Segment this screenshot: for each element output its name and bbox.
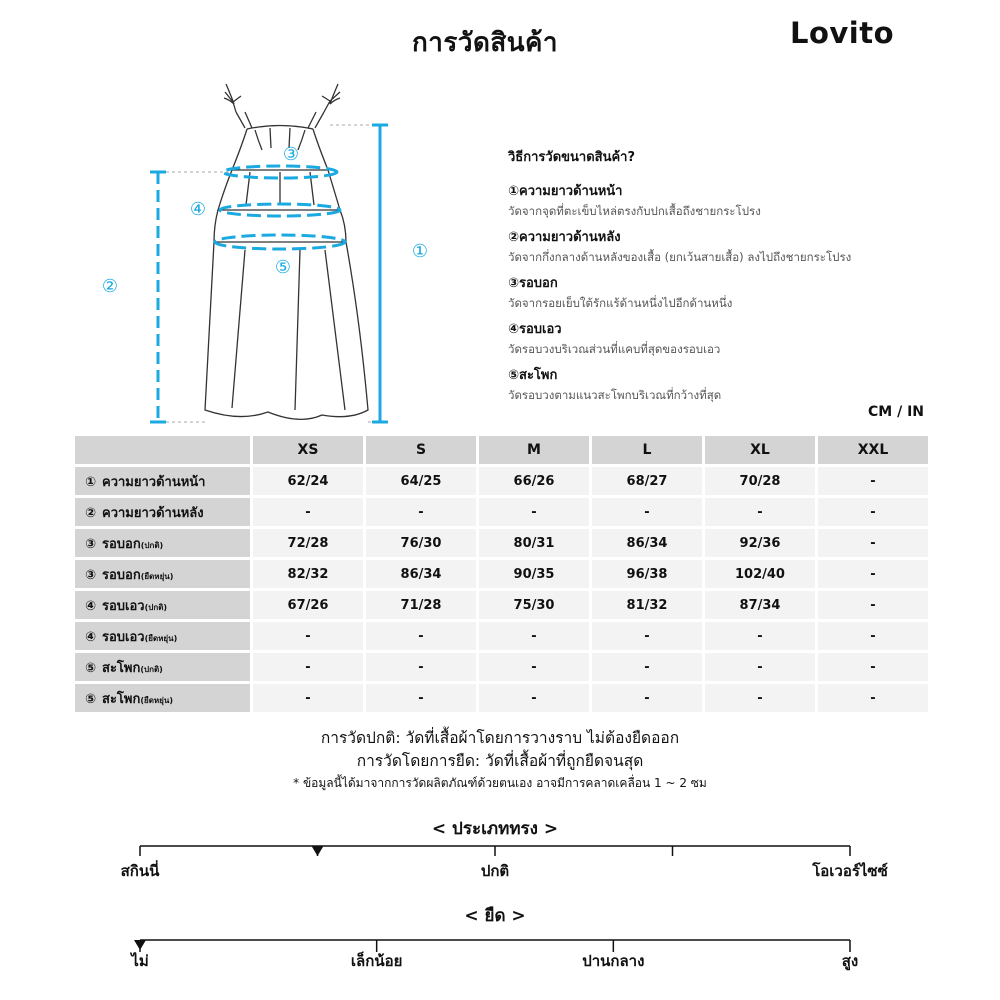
table-cell: 80/31 bbox=[479, 529, 589, 557]
table-cell: - bbox=[818, 467, 928, 495]
guide-item: ⑤สะโพก วัดรอบวงตามแนวสะโพกบริเวณที่กว้างที่สุด bbox=[508, 368, 722, 402]
size-header-row bbox=[75, 436, 928, 464]
table-cell: - bbox=[818, 560, 928, 588]
table-cell: - bbox=[592, 622, 702, 650]
marker-4: ④ bbox=[189, 199, 207, 220]
table-row bbox=[75, 498, 928, 526]
scale-label: ไม่ bbox=[131, 952, 149, 970]
brand-logo: Lovito bbox=[790, 16, 895, 50]
table-cell: 90/35 bbox=[479, 560, 589, 588]
table-cell: - bbox=[818, 653, 928, 681]
page-title: การวัดสินค้า bbox=[412, 28, 558, 58]
fit-scale-line bbox=[140, 846, 850, 856]
table-cell: 102/40 bbox=[705, 560, 815, 588]
marker-2: ② bbox=[101, 276, 119, 297]
size-header: L bbox=[592, 436, 702, 464]
units-label: CM / IN bbox=[868, 404, 924, 420]
marker-5: ⑤ bbox=[274, 257, 292, 278]
stretch-scale bbox=[130, 928, 860, 952]
scale-label: ปกติ bbox=[480, 862, 510, 880]
table-cell: - bbox=[592, 498, 702, 526]
row-label: ④ รอบเอว(ยืดหยุ่น) bbox=[75, 622, 250, 650]
row-label: ③ รอบอก(ยืดหยุ่น) bbox=[75, 560, 250, 588]
table-cell: - bbox=[818, 591, 928, 619]
table-cell: - bbox=[705, 653, 815, 681]
note-stretch-measure: การวัดโดยการยืด: วัดที่เสื้อผ้าที่ถูกยืดจนสุด bbox=[356, 752, 644, 770]
scale-label: สูง bbox=[841, 952, 859, 970]
table-cell: 72/28 bbox=[253, 529, 363, 557]
table-cell: 76/30 bbox=[366, 529, 476, 557]
row-label: ④ รอบเอว(ปกติ) bbox=[75, 591, 250, 619]
table-cell: - bbox=[818, 684, 928, 712]
table-cell: - bbox=[366, 622, 476, 650]
row-label: ② ความยาวด้านหลัง bbox=[75, 498, 250, 526]
table-cell: - bbox=[366, 498, 476, 526]
row-label: ① ความยาวด้านหน้า bbox=[75, 467, 250, 495]
dress-outline bbox=[205, 84, 368, 419]
table-cell: 67/26 bbox=[253, 591, 363, 619]
size-header: XL bbox=[705, 436, 815, 464]
table-cell: - bbox=[705, 684, 815, 712]
table-cell: - bbox=[253, 498, 363, 526]
size-header: XS bbox=[253, 436, 363, 464]
table-cell: - bbox=[705, 622, 815, 650]
stretch-scale-title: < ยืด > bbox=[464, 906, 526, 926]
scale-label: เล็กน้อย bbox=[350, 952, 403, 970]
table-cell: 86/34 bbox=[366, 560, 476, 588]
guide-item: ②ความยาวด้านหลัง วัดจากกึ่งกลางด้านหลังของเสื้อ (ยกเว้นสายเสื้อ) ลงไปถึงชายกระโปรง bbox=[508, 230, 852, 264]
table-row bbox=[75, 591, 928, 619]
table-cell: 92/36 bbox=[705, 529, 815, 557]
guide-heading: วิธีการวัดขนาดสินค้า? bbox=[508, 150, 636, 165]
table-row bbox=[75, 560, 928, 588]
row-label: ③ รอบอก(ปกติ) bbox=[75, 529, 250, 557]
table-cell: - bbox=[479, 498, 589, 526]
table-cell: 87/34 bbox=[705, 591, 815, 619]
fit-indicator bbox=[312, 846, 324, 856]
table-cell: - bbox=[705, 498, 815, 526]
scale-label: ปานกลาง bbox=[582, 952, 645, 970]
table-row bbox=[75, 467, 928, 495]
table-cell: - bbox=[818, 498, 928, 526]
table-cell: - bbox=[818, 529, 928, 557]
size-table bbox=[72, 433, 931, 715]
table-row bbox=[75, 622, 928, 650]
table-cell: - bbox=[253, 653, 363, 681]
marker-3: ③ bbox=[282, 144, 300, 165]
table-cell: - bbox=[479, 622, 589, 650]
table-cell: 68/27 bbox=[592, 467, 702, 495]
table-cell: - bbox=[592, 653, 702, 681]
table-cell: 96/38 bbox=[592, 560, 702, 588]
table-row bbox=[75, 529, 928, 557]
table-cell: 86/34 bbox=[592, 529, 702, 557]
table-cell: - bbox=[479, 684, 589, 712]
table-cell: - bbox=[818, 622, 928, 650]
size-header: M bbox=[479, 436, 589, 464]
stretch-scale-line bbox=[140, 940, 850, 952]
table-cell: 70/28 bbox=[705, 467, 815, 495]
row-label: ⑤ สะโพก(ปกติ) bbox=[75, 653, 250, 681]
table-cell: 62/24 bbox=[253, 467, 363, 495]
row-label: ⑤ สะโพก(ยืดหยุ่น) bbox=[75, 684, 250, 712]
table-row bbox=[75, 653, 928, 681]
table-cell: - bbox=[479, 653, 589, 681]
table-cell: - bbox=[366, 684, 476, 712]
fit-scale-title: < ประเภททรง > bbox=[431, 819, 559, 839]
table-cell: 75/30 bbox=[479, 591, 589, 619]
size-header: S bbox=[366, 436, 476, 464]
table-cell: 66/26 bbox=[479, 467, 589, 495]
table-cell: 64/25 bbox=[366, 467, 476, 495]
dress-measurement-diagram bbox=[90, 75, 450, 430]
scale-label: โอเวอร์ไซซ์ bbox=[812, 862, 888, 880]
guide-item: ④รอบเอว วัดรอบวงบริเวณส่วนที่แคบที่สุดของรอบเอว bbox=[508, 322, 721, 356]
table-cell: - bbox=[366, 653, 476, 681]
table-cell: - bbox=[253, 622, 363, 650]
guide-item: ①ความยาวด้านหน้า วัดจากจุดที่ตะเข็บไหล่ตรงกับปกเสื้อถึงชายกระโปรง bbox=[508, 184, 761, 218]
table-corner bbox=[75, 436, 250, 464]
scale-label: สกินนี่ bbox=[120, 862, 160, 880]
note-disclaimer: * ข้อมูลนี้ได้มาจากการวัดผลิตภัณฑ์ด้วยตนเอง อาจมีการคลาดเคลื่อน 1 ~ 2 ซม bbox=[293, 776, 707, 790]
table-row bbox=[75, 684, 928, 712]
size-header: XXL bbox=[818, 436, 928, 464]
table-cell: 81/32 bbox=[592, 591, 702, 619]
table-cell: - bbox=[592, 684, 702, 712]
table-cell: 71/28 bbox=[366, 591, 476, 619]
marker-1: ① bbox=[411, 241, 429, 262]
note-normal-measure: การวัดปกติ: วัดที่เสื้อผ้าโดยการวางราบ ไม่ต้องยืดออก bbox=[320, 729, 680, 747]
guide-item: ③รอบอก วัดจากรอยเย็บใต้รักแร้ด้านหนึ่งไปอีกด้านหนึ่ง bbox=[508, 276, 733, 310]
table-cell: 82/32 bbox=[253, 560, 363, 588]
measurement-guide bbox=[508, 146, 988, 410]
table-cell: - bbox=[253, 684, 363, 712]
